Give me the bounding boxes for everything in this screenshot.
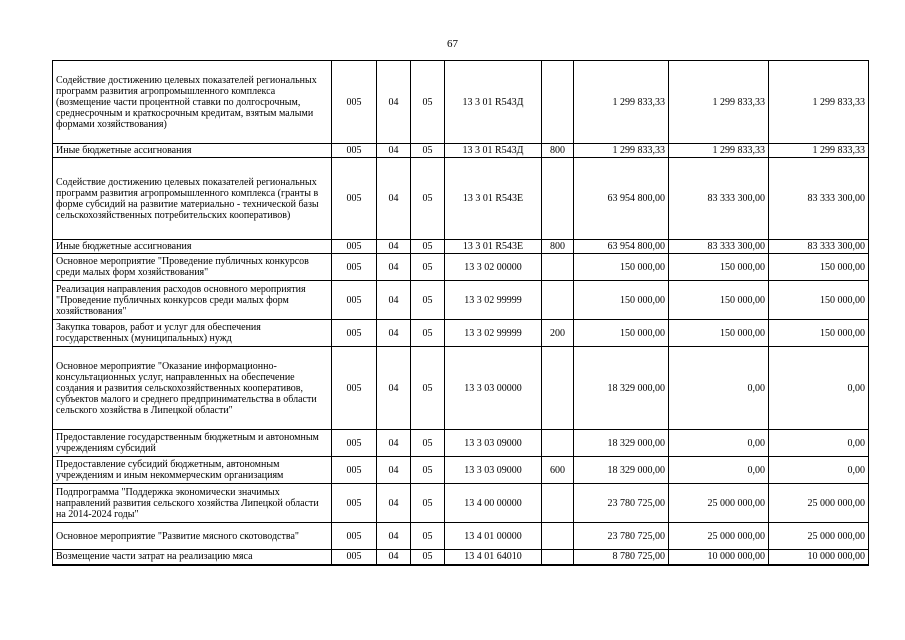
ministry-code: 005 bbox=[332, 523, 377, 550]
row-name: Иные бюджетные ассигнования bbox=[53, 240, 332, 254]
target-code: 13 4 01 00000 bbox=[445, 523, 542, 550]
row-name: Содействие достижению целевых показателей региональных программ развития агропромышленного комплекса (гранты в форме субсидий на развитие материально - технической базы сельскохозяйственных потребительских кооперативов) bbox=[53, 158, 332, 240]
expense-type-code bbox=[542, 61, 574, 144]
section-code: 04 bbox=[377, 61, 411, 144]
subsection-code: 05 bbox=[411, 254, 445, 281]
subsection-code: 05 bbox=[411, 320, 445, 347]
ministry-code: 005 bbox=[332, 347, 377, 430]
amount-1: 8 780 725,00 bbox=[574, 550, 669, 565]
ministry-code: 005 bbox=[332, 240, 377, 254]
ministry-code: 005 bbox=[332, 484, 377, 523]
expense-type-code: 800 bbox=[542, 240, 574, 254]
section-code: 04 bbox=[377, 484, 411, 523]
table-row bbox=[53, 320, 869, 347]
target-code: 13 3 03 09000 bbox=[445, 430, 542, 457]
table-row bbox=[53, 281, 869, 320]
ministry-code: 005 bbox=[332, 281, 377, 320]
row-name: Основное мероприятие "Оказание информационно-консультационных услуг, направленных на обеспечение создания и развития сельскохозяйственных кооперативов, субъектов малого и среднего предпринимательства в области сельского хозяйства в Липецкой области" bbox=[53, 347, 332, 430]
amount-2: 0,00 bbox=[669, 347, 769, 430]
budget-table bbox=[52, 60, 869, 566]
target-code: 13 4 01 64010 bbox=[445, 550, 542, 565]
amount-3: 25 000 000,00 bbox=[769, 484, 869, 523]
amount-1: 63 954 800,00 bbox=[574, 240, 669, 254]
amount-3: 1 299 833,33 bbox=[769, 144, 869, 158]
target-code: 13 3 01 R543Е bbox=[445, 240, 542, 254]
table-row bbox=[53, 240, 869, 254]
row-name: Подпрограмма "Поддержка экономически значимых направлений развития сельского хозяйства Липецкой области на 2014-2024 годы" bbox=[53, 484, 332, 523]
ministry-code: 005 bbox=[332, 457, 377, 484]
amount-3: 150 000,00 bbox=[769, 254, 869, 281]
subsection-code: 05 bbox=[411, 484, 445, 523]
amount-1: 18 329 000,00 bbox=[574, 347, 669, 430]
table-row bbox=[53, 484, 869, 523]
amount-3: 150 000,00 bbox=[769, 281, 869, 320]
expense-type-code: 600 bbox=[542, 457, 574, 484]
row-name: Возмещение части затрат на реализацию мяса bbox=[53, 550, 332, 565]
subsection-code: 05 bbox=[411, 457, 445, 484]
table-row bbox=[53, 254, 869, 281]
amount-1: 150 000,00 bbox=[574, 320, 669, 347]
row-name: Содействие достижению целевых показателей региональных программ развития агропромышленного комплекса (возмещение части процентной ставки по долгосрочным, среднесрочным и краткосрочным кредитам, взятым малыми формами хозяйствования) bbox=[53, 61, 332, 144]
ministry-code: 005 bbox=[332, 144, 377, 158]
ministry-code: 005 bbox=[332, 550, 377, 565]
target-code: 13 3 02 99999 bbox=[445, 320, 542, 347]
section-code: 04 bbox=[377, 281, 411, 320]
table-row bbox=[53, 550, 869, 565]
table-row bbox=[53, 61, 869, 144]
expense-type-code bbox=[542, 281, 574, 320]
ministry-code: 005 bbox=[332, 430, 377, 457]
amount-3: 150 000,00 bbox=[769, 320, 869, 347]
page-number: 67 bbox=[447, 38, 458, 50]
ministry-code: 005 bbox=[332, 254, 377, 281]
section-code: 04 bbox=[377, 457, 411, 484]
amount-2: 83 333 300,00 bbox=[669, 158, 769, 240]
ministry-code: 005 bbox=[332, 320, 377, 347]
row-name: Иные бюджетные ассигнования bbox=[53, 144, 332, 158]
section-code: 04 bbox=[377, 144, 411, 158]
expense-type-code bbox=[542, 484, 574, 523]
amount-2: 0,00 bbox=[669, 457, 769, 484]
subsection-code: 05 bbox=[411, 144, 445, 158]
expense-type-code bbox=[542, 523, 574, 550]
amount-2: 1 299 833,33 bbox=[669, 144, 769, 158]
expense-type-code bbox=[542, 254, 574, 281]
row-name: Основное мероприятие "Проведение публичных конкурсов среди малых форм хозяйствования" bbox=[53, 254, 332, 281]
subsection-code: 05 bbox=[411, 61, 445, 144]
amount-2: 150 000,00 bbox=[669, 320, 769, 347]
amount-2: 25 000 000,00 bbox=[669, 484, 769, 523]
row-name: Предоставление государственным бюджетным и автономным учреждениям субсидий bbox=[53, 430, 332, 457]
table-row bbox=[53, 457, 869, 484]
row-name: Реализация направления расходов основного мероприятия "Проведение публичных конкурсов среди малых форм хозяйствования" bbox=[53, 281, 332, 320]
subsection-code: 05 bbox=[411, 158, 445, 240]
subsection-code: 05 bbox=[411, 550, 445, 565]
amount-2: 1 299 833,33 bbox=[669, 61, 769, 144]
amount-1: 63 954 800,00 bbox=[574, 158, 669, 240]
amount-1: 150 000,00 bbox=[574, 281, 669, 320]
section-code: 04 bbox=[377, 550, 411, 565]
section-code: 04 bbox=[377, 430, 411, 457]
expense-type-code: 200 bbox=[542, 320, 574, 347]
amount-1: 150 000,00 bbox=[574, 254, 669, 281]
amount-3: 25 000 000,00 bbox=[769, 523, 869, 550]
section-code: 04 bbox=[377, 320, 411, 347]
section-code: 04 bbox=[377, 240, 411, 254]
table-row bbox=[53, 347, 869, 430]
amount-3: 1 299 833,33 bbox=[769, 61, 869, 144]
ministry-code: 005 bbox=[332, 158, 377, 240]
table-row bbox=[53, 158, 869, 240]
expense-type-code bbox=[542, 347, 574, 430]
amount-2: 150 000,00 bbox=[669, 281, 769, 320]
subsection-code: 05 bbox=[411, 240, 445, 254]
table-row bbox=[53, 523, 869, 550]
amount-3: 0,00 bbox=[769, 457, 869, 484]
row-name: Основное мероприятие "Развитие мясного скотоводства" bbox=[53, 523, 332, 550]
section-code: 04 bbox=[377, 347, 411, 430]
target-code: 13 3 01 R543Д bbox=[445, 144, 542, 158]
section-code: 04 bbox=[377, 254, 411, 281]
amount-2: 0,00 bbox=[669, 430, 769, 457]
amount-2: 150 000,00 bbox=[669, 254, 769, 281]
subsection-code: 05 bbox=[411, 347, 445, 430]
amount-2: 10 000 000,00 bbox=[669, 550, 769, 565]
expense-type-code: 800 bbox=[542, 144, 574, 158]
table-row bbox=[53, 430, 869, 457]
subsection-code: 05 bbox=[411, 523, 445, 550]
subsection-code: 05 bbox=[411, 430, 445, 457]
target-code: 13 3 02 99999 bbox=[445, 281, 542, 320]
amount-1: 23 780 725,00 bbox=[574, 523, 669, 550]
expense-type-code bbox=[542, 158, 574, 240]
amount-3: 0,00 bbox=[769, 347, 869, 430]
section-code: 04 bbox=[377, 158, 411, 240]
expense-type-code bbox=[542, 430, 574, 457]
target-code: 13 3 03 00000 bbox=[445, 347, 542, 430]
amount-1: 23 780 725,00 bbox=[574, 484, 669, 523]
target-code: 13 3 01 R543Е bbox=[445, 158, 542, 240]
table-row bbox=[53, 144, 869, 158]
amount-1: 18 329 000,00 bbox=[574, 430, 669, 457]
amount-3: 83 333 300,00 bbox=[769, 158, 869, 240]
amount-3: 0,00 bbox=[769, 430, 869, 457]
section-code: 04 bbox=[377, 523, 411, 550]
amount-2: 25 000 000,00 bbox=[669, 523, 769, 550]
ministry-code: 005 bbox=[332, 61, 377, 144]
target-code: 13 3 03 09000 bbox=[445, 457, 542, 484]
target-code: 13 4 00 00000 bbox=[445, 484, 542, 523]
row-name: Предоставление субсидий бюджетным, автономным учреждениям и иным некоммерческим организациям bbox=[53, 457, 332, 484]
amount-3: 10 000 000,00 bbox=[769, 550, 869, 565]
amount-1: 1 299 833,33 bbox=[574, 144, 669, 158]
target-code: 13 3 02 00000 bbox=[445, 254, 542, 281]
amount-2: 83 333 300,00 bbox=[669, 240, 769, 254]
amount-1: 18 329 000,00 bbox=[574, 457, 669, 484]
amount-3: 83 333 300,00 bbox=[769, 240, 869, 254]
subsection-code: 05 bbox=[411, 281, 445, 320]
target-code: 13 3 01 R543Д bbox=[445, 61, 542, 144]
amount-1: 1 299 833,33 bbox=[574, 61, 669, 144]
expense-type-code bbox=[542, 550, 574, 565]
row-name: Закупка товаров, работ и услуг для обеспечения государственных (муниципальных) нужд bbox=[53, 320, 332, 347]
